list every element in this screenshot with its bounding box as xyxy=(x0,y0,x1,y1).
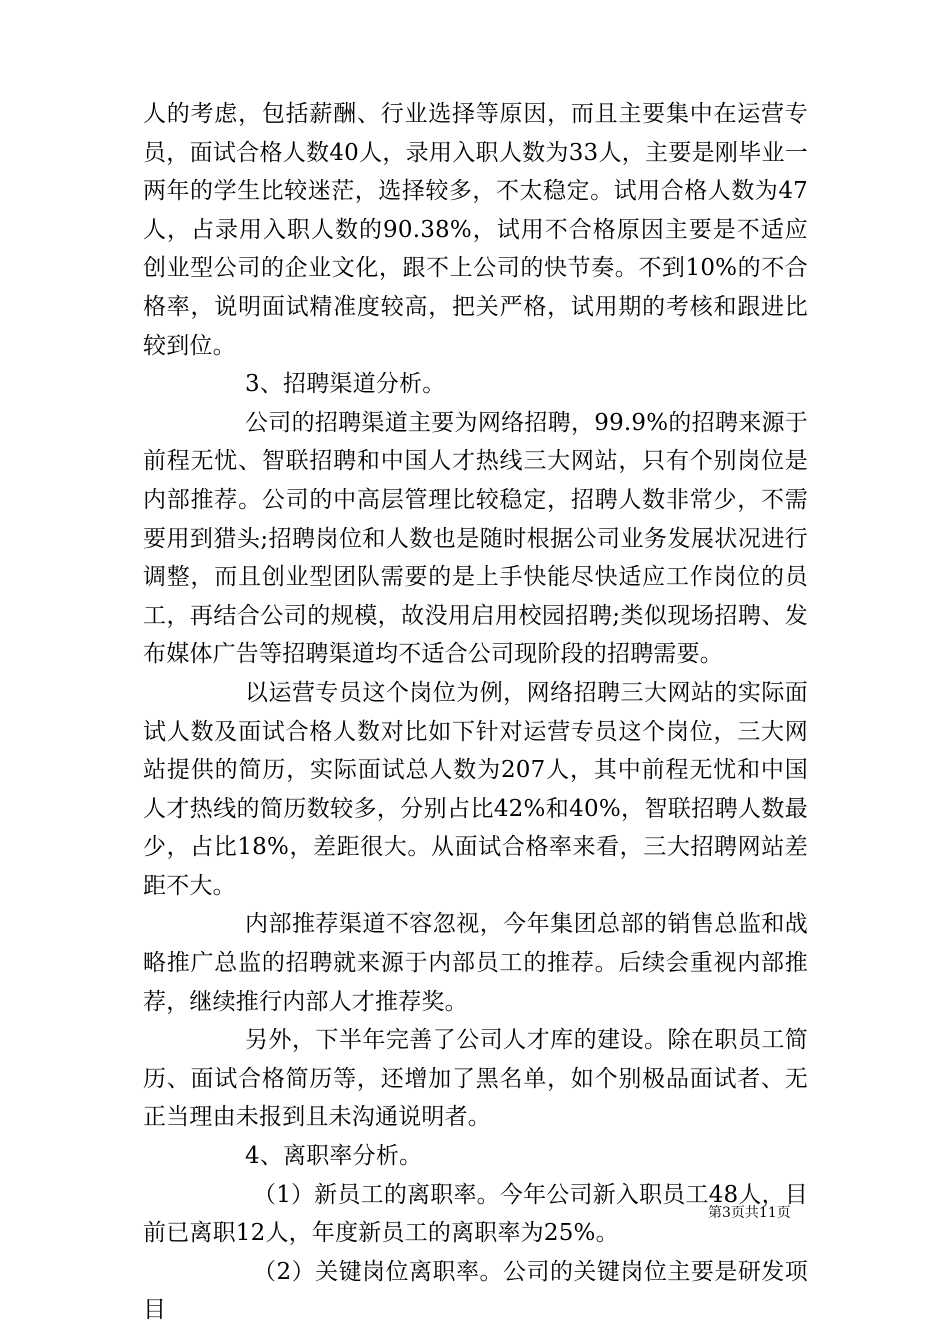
paragraph-key-position-turnover: （2）关键岗位离职率。公司的关键岗位主要是研发项目 xyxy=(143,1258,808,1324)
paragraph-internal-referral: 内部推荐渠道不容忽视，今年集团总部的销售总监和战略推广总监的招聘就来源于内部员工的推荐。后续会重视内部推荐，继续推行内部人才推荐奖。 xyxy=(143,911,808,1015)
paragraph-channel-overview: 公司的招聘渠道主要为网络招聘，99.9%的招聘来源于前程无忧、智联招聘和中国人才热线三大网站，只有个别岗位是内部推荐。公司的中高层管理比较稳定，招聘人数非常少，不需要用到猎头;招聘岗位和人数也是随时根据公司业务发展状况进行调整，而且创业型团队需要的是上手快能尽快适应工作岗位的员工，再结合公司的规模，故没用启用校园招聘;类似现场招聘、发布媒体广告等招聘渠道均不适合公司现阶段的招聘需要。 xyxy=(143,409,808,668)
page-number-footer: 第3页共11页 xyxy=(708,1205,791,1221)
section-heading-turnover: 4、离职率分析。 xyxy=(245,1143,423,1170)
paragraph-operations-example: 以运营专员这个岗位为例，网络招聘三大网站的实际面试人数及面试合格人数对比如下针对运营专员这个岗位，三大网站提供的简历，实际面试总人数为207人，其中前程无忧和中国人才热线的简历数较多，分别占比42%和40%，智联招聘人数最少，占比18%，差距很大。从面试合格率来看，三大招聘网站差距不大。 xyxy=(143,679,808,899)
paragraph-new-employee-turnover: （1）新员工的离职率。今年公司新入职员工48人，目前已离职12人，年度新员工的离职率为25%。 xyxy=(143,1181,808,1247)
paragraph-continuation: 人的考虑，包括薪酬、行业选择等原因，而且主要集中在运营专员，面试合格人数40人，录用入职人数为33人，主要是刚毕业一两年的学生比较迷茫，选择较多，不太稳定。试用合格人数为47人，占录用入职人数的90.38%，试用不合格原因主要是不适应创业型公司的企业文化，跟不上公司的快节奏。不到10%的不合格率，说明面试精准度较高，把关严格，试用期的考核和跟进比较到位。 xyxy=(143,101,808,359)
section-heading-recruitment-channels: 3、招聘渠道分析。 xyxy=(245,371,446,398)
document-body xyxy=(143,95,808,1330)
paragraph-talent-pool: 另外，下半年完善了公司人才库的建设。除在职员工简历、面试合格简历等，还增加了黑名单，如个别极品面试者、无正当理由未报到且未沟通说明者。 xyxy=(143,1027,808,1131)
